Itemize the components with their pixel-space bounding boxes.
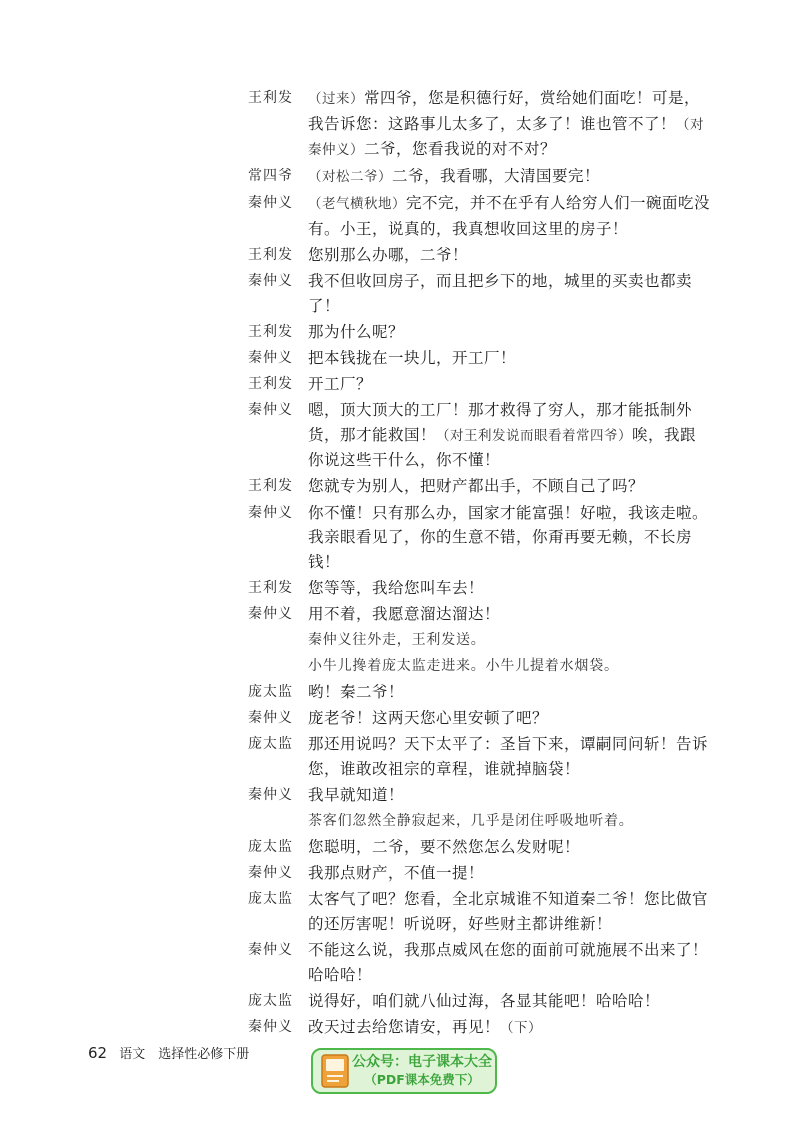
line-text xyxy=(308,372,710,397)
dialogue-line xyxy=(248,474,710,499)
line-text xyxy=(308,861,710,886)
speech-text: 您就专为别人，把财产都出手，不顾自己了吗？ xyxy=(308,477,645,496)
dialogue-line xyxy=(248,861,710,886)
speech-text: 我那点财产，不值一提！ xyxy=(308,864,485,883)
dialogue-line xyxy=(248,1015,710,1041)
dialogue-line xyxy=(248,320,710,345)
stage-direction: 茶客们忽然全静寂起来，几乎是闭住呼吸地听着。 xyxy=(308,813,634,830)
line-text xyxy=(308,474,710,499)
speaker-name: 秦仲义 xyxy=(248,605,293,622)
speech-text: 不能这么说，我那点威风在您的面前可就施展不出来了！哈哈哈！ xyxy=(308,941,709,984)
dialogue-line xyxy=(248,576,710,601)
line-text xyxy=(308,783,710,808)
watermark-line1: 公众号：电子课本大全 xyxy=(352,1054,492,1070)
dialogue-line xyxy=(248,602,710,627)
speaker-name: 秦仲义 xyxy=(248,273,293,290)
speaker-name: 王利发 xyxy=(248,247,293,264)
dialogue-line xyxy=(248,346,710,371)
page-number: 62 xyxy=(88,1044,108,1062)
speaker-name: 秦仲义 xyxy=(248,504,293,521)
speech-text: 二爷，我看哪，大清国要完！ xyxy=(392,167,601,186)
line-text xyxy=(308,938,710,987)
line-text xyxy=(308,602,710,627)
dialogue-line xyxy=(248,732,710,781)
speech-text: 那为什么呢？ xyxy=(308,322,405,341)
speech-text: 把本钱拢在一块儿，开工厂！ xyxy=(308,348,517,367)
line-text xyxy=(308,501,710,575)
book-icon xyxy=(321,1054,349,1088)
speech-text: 唉，我跟你说这些干什么，你不懂！ xyxy=(308,425,697,470)
speaker-name: 秦仲义 xyxy=(248,1018,293,1035)
line-text xyxy=(308,1015,710,1041)
dialogue-line xyxy=(248,398,710,473)
stage-direction: 小牛儿搀着庞太监走进来。小牛儿提着水烟袋。 xyxy=(308,658,619,675)
dialogue-line xyxy=(248,783,710,808)
line-text xyxy=(308,243,710,268)
speaker-name: 庞太监 xyxy=(248,839,293,856)
dialogue-line xyxy=(248,887,710,936)
dialogue-line xyxy=(248,86,710,163)
speaker-name: 庞太监 xyxy=(248,736,293,753)
speech-text: 说得好，咱们就八仙过海，各显其能吧！哈哈哈！ xyxy=(308,991,661,1010)
speaker-name: 王利发 xyxy=(248,323,293,340)
speaker-name: 王利发 xyxy=(248,376,293,393)
watermark-badge xyxy=(311,1048,497,1094)
dialogue-line xyxy=(248,706,710,731)
speech-text: 您等等，我给您叫车去！ xyxy=(308,578,485,597)
line-text xyxy=(308,86,710,163)
line-text xyxy=(308,576,710,601)
play-script xyxy=(248,86,710,1042)
speech-text: 您聪明，二爷，要不然您怎么发财呢！ xyxy=(308,838,581,857)
speech-text: 那还用说吗？天下太平了：圣旨下来，谭嗣同问斩！告诉您，谁敢改祖宗的章程，谁就掉脑袋！ xyxy=(308,735,709,778)
speaker-name: 秦仲义 xyxy=(248,942,293,959)
speech-text: 改天过去给您请安，再见！ xyxy=(308,1017,501,1036)
speech-text: 二爷，您看我说的对不对？ xyxy=(364,140,557,159)
line-text xyxy=(308,191,710,241)
speaker-name: 庞太监 xyxy=(248,891,293,908)
watermark-text xyxy=(349,1053,495,1089)
speaker-name: 秦仲义 xyxy=(248,865,293,882)
speech-text: 常四爷，您是积德行好，赏给她们面吃！可是，我告诉您：这路事儿太多了，太多了！谁也管不了！ xyxy=(308,89,701,133)
page-footer xyxy=(88,1043,249,1062)
dialogue-line xyxy=(248,501,710,575)
speaker-name: 秦仲义 xyxy=(248,349,293,366)
speech-text: 嗯，顶大顶大的工厂！那才救得了穷人，那才能抵制外货，那才能救国！ xyxy=(308,401,693,444)
speaker-name: 庞太监 xyxy=(248,992,293,1009)
stage-direction: 秦仲义往外走，王利发送。 xyxy=(308,631,486,648)
speaker-name: 王利发 xyxy=(248,90,293,106)
line-text xyxy=(308,346,710,371)
watermark-line2: （PDF课本免费下） xyxy=(364,1072,480,1087)
dialogue-line xyxy=(248,164,710,190)
line-text xyxy=(308,835,710,860)
speech-text: 太客气了吧？您看，全北京城谁不知道秦二爷！您比做官的还厉害呢！听说呀，好些财主都讲维新！ xyxy=(308,890,709,933)
speaker-name: 庞太监 xyxy=(248,684,293,701)
dialogue-line xyxy=(248,191,710,241)
line-text xyxy=(308,732,710,781)
dialogue-line xyxy=(248,243,710,268)
book-title: 语文 选择性必修下册 xyxy=(119,1047,250,1062)
speech-text: 我不但收回房子，而且把乡下的地，城里的买卖也都卖了！ xyxy=(308,272,693,315)
inline-direction: （对秦仲义） xyxy=(308,116,705,159)
speech-text: 我早就知道！ xyxy=(308,786,405,805)
speaker-name: 秦仲义 xyxy=(248,402,293,419)
speaker-name: 王利发 xyxy=(248,478,293,495)
speech-text: 开工厂？ xyxy=(308,375,373,394)
speech-text: 您别那么办哪，二爷！ xyxy=(308,246,469,265)
speaker-name: 常四爷 xyxy=(248,168,293,185)
speech-text: 完不完，并不在乎有人给穷人们一碗面吃没有。小王，说真的，我真想收回这里的房子！ xyxy=(308,194,711,238)
line-text xyxy=(308,398,710,473)
speech-text: 你不懂！只有那么办，国家才能富强！好啦，我该走啦。我亲眼看见了，你的生意不错，你甭再要无赖，不长房钱！ xyxy=(308,503,709,571)
dialogue-line xyxy=(248,269,710,318)
dialogue-line xyxy=(248,372,710,397)
speaker-name: 秦仲义 xyxy=(248,195,293,212)
line-text xyxy=(308,706,710,731)
inline-direction: （对松二爷） xyxy=(308,169,392,186)
speaker-name: 王利发 xyxy=(248,579,293,596)
line-text xyxy=(308,680,710,705)
dialogue-line xyxy=(248,835,710,860)
line-text xyxy=(308,269,710,318)
speech-text: 用不着，我愿意溜达溜达！ xyxy=(308,604,501,623)
line-text xyxy=(308,320,710,345)
inline-direction: （对王利发说而眼看着常四爷） xyxy=(436,427,633,444)
line-text xyxy=(308,164,710,190)
inline-direction: （老气横秋地） xyxy=(308,196,406,213)
dialogue-line xyxy=(248,938,710,987)
speech-text: 庞老爷！这两天您心里安顿了吧？ xyxy=(308,709,549,728)
inline-direction: （下） xyxy=(500,1019,543,1036)
speech-text: 哟！秦二爷！ xyxy=(308,683,405,702)
line-text xyxy=(308,989,710,1014)
dialogue-line xyxy=(248,680,710,705)
speaker-name: 秦仲义 xyxy=(248,710,293,727)
speaker-name: 秦仲义 xyxy=(248,787,293,804)
line-text xyxy=(308,887,710,936)
dialogue-line xyxy=(248,989,710,1014)
inline-direction: （过来） xyxy=(308,91,364,107)
